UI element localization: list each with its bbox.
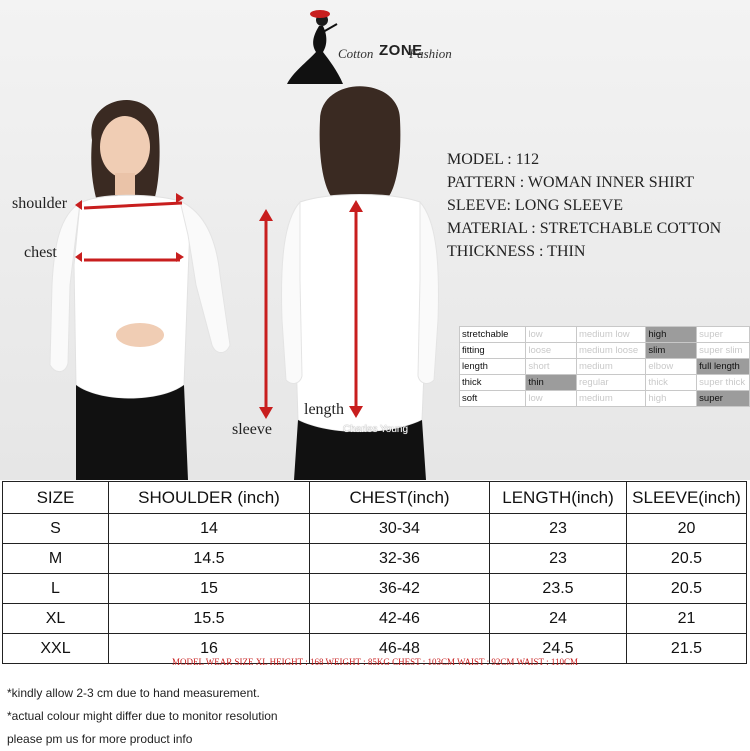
sleeve-cell: 20.5 <box>627 544 747 574</box>
attribute-option: loose <box>526 343 577 359</box>
attribute-option: thin <box>526 375 577 391</box>
length-cell: 23 <box>490 514 627 544</box>
brand-name: Cotton Fashion <box>338 46 452 61</box>
attribute-option: slim <box>646 343 697 359</box>
attribute-label: length <box>460 359 526 375</box>
length-cell: 24 <box>490 604 627 634</box>
back-model-image <box>270 80 450 480</box>
length-cell: 24.5 <box>490 634 627 664</box>
spec-pattern: PATTERN : WOMAN INNER SHIRT <box>447 174 695 191</box>
shoulder-cell: 15.5 <box>109 604 310 634</box>
chest-cell: 30-34 <box>310 514 490 544</box>
spec-material: MATERIAL : STRETCHABLE COTTON <box>447 220 722 237</box>
attribute-row <box>460 391 750 407</box>
attribute-option: high <box>646 327 697 343</box>
sleeve-cell: 20.5 <box>627 574 747 604</box>
attribute-option: super thick <box>697 375 750 391</box>
chest-cell: 42-46 <box>310 604 490 634</box>
attribute-row <box>460 327 750 343</box>
attribute-option: medium <box>576 391 645 407</box>
attribute-label: soft <box>460 391 526 407</box>
length-label: length <box>304 401 344 418</box>
table-row <box>3 514 747 544</box>
table-row <box>3 574 747 604</box>
length-cell: 23 <box>490 544 627 574</box>
sleeve-cell: 20 <box>627 514 747 544</box>
notes <box>7 682 278 751</box>
size-cell: XL <box>3 604 109 634</box>
spec-model: MODEL : 112 <box>447 151 540 168</box>
attribute-option: medium <box>576 359 645 375</box>
attribute-row <box>460 359 750 375</box>
attribute-row <box>460 343 750 359</box>
table-row <box>3 544 747 574</box>
spec-sleeve: SLEEVE: LONG SLEEVE <box>447 197 623 214</box>
attribute-grid <box>459 326 750 407</box>
spec-thickness: THICKNESS : THIN <box>447 243 586 260</box>
attribute-option: elbow <box>646 359 697 375</box>
chest-cell: 46-48 <box>310 634 490 664</box>
measurement-arrows <box>70 185 300 425</box>
attribute-label: fitting <box>460 343 526 359</box>
sleeve-header: SLEEVE(inch) <box>627 482 747 514</box>
length-header: LENGTH(inch) <box>490 482 627 514</box>
attribute-option: super <box>697 327 750 343</box>
shoulder-label: shoulder <box>12 195 68 212</box>
brand-zone-text: ZONE <box>379 42 423 59</box>
attribute-option: short <box>526 359 577 375</box>
shoulder-cell: 14 <box>109 514 310 544</box>
shoulder-cell: 16 <box>109 634 310 664</box>
watermark: Charles Young <box>343 424 409 435</box>
note-colour: *actual colour might differ due to monitor resolution <box>7 709 278 723</box>
sleeve-cell: 21 <box>627 604 747 634</box>
note-hand-measurement: *kindly allow 2-3 cm due to hand measurement. <box>7 686 260 700</box>
shoulder-cell: 15 <box>109 574 310 604</box>
attribute-option: full length <box>697 359 750 375</box>
table-row <box>3 604 747 634</box>
chest-cell: 36-42 <box>310 574 490 604</box>
note-contact: please pm us for more product info <box>7 732 193 746</box>
attribute-label: thick <box>460 375 526 391</box>
attribute-option: medium low <box>576 327 645 343</box>
attribute-option: low <box>526 391 577 407</box>
attribute-option: regular <box>576 375 645 391</box>
chest-label: chest <box>24 244 57 261</box>
attribute-option: super slim <box>697 343 750 359</box>
chest-cell: 32-36 <box>310 544 490 574</box>
attribute-option: medium loose <box>576 343 645 359</box>
sleeve-cell: 21.5 <box>627 634 747 664</box>
size-chart <box>2 481 747 664</box>
chest-header: CHEST(inch) <box>310 482 490 514</box>
attribute-option: thick <box>646 375 697 391</box>
attribute-option: super <box>697 391 750 407</box>
size-header: SIZE <box>3 482 109 514</box>
size-cell: L <box>3 574 109 604</box>
size-cell: M <box>3 544 109 574</box>
attribute-option: low <box>526 327 577 343</box>
product-specs <box>447 148 721 263</box>
attribute-label: stretchable <box>460 327 526 343</box>
length-cell: 23.5 <box>490 574 627 604</box>
attribute-option: high <box>646 391 697 407</box>
size-cell: S <box>3 514 109 544</box>
model-info: MODEL WEAR SIZE XL HEIGHT : 168 WEIGHT : 85KG CHEST : 103CM WAIST : 92CM WAIST : 110CM <box>171 657 578 667</box>
shoulder-header: SHOULDER (inch) <box>109 482 310 514</box>
sleeve-label: sleeve <box>232 421 272 438</box>
size-chart-header <box>3 482 747 514</box>
shoulder-cell: 14.5 <box>109 544 310 574</box>
size-cell: XXL <box>3 634 109 664</box>
attribute-row <box>460 375 750 391</box>
